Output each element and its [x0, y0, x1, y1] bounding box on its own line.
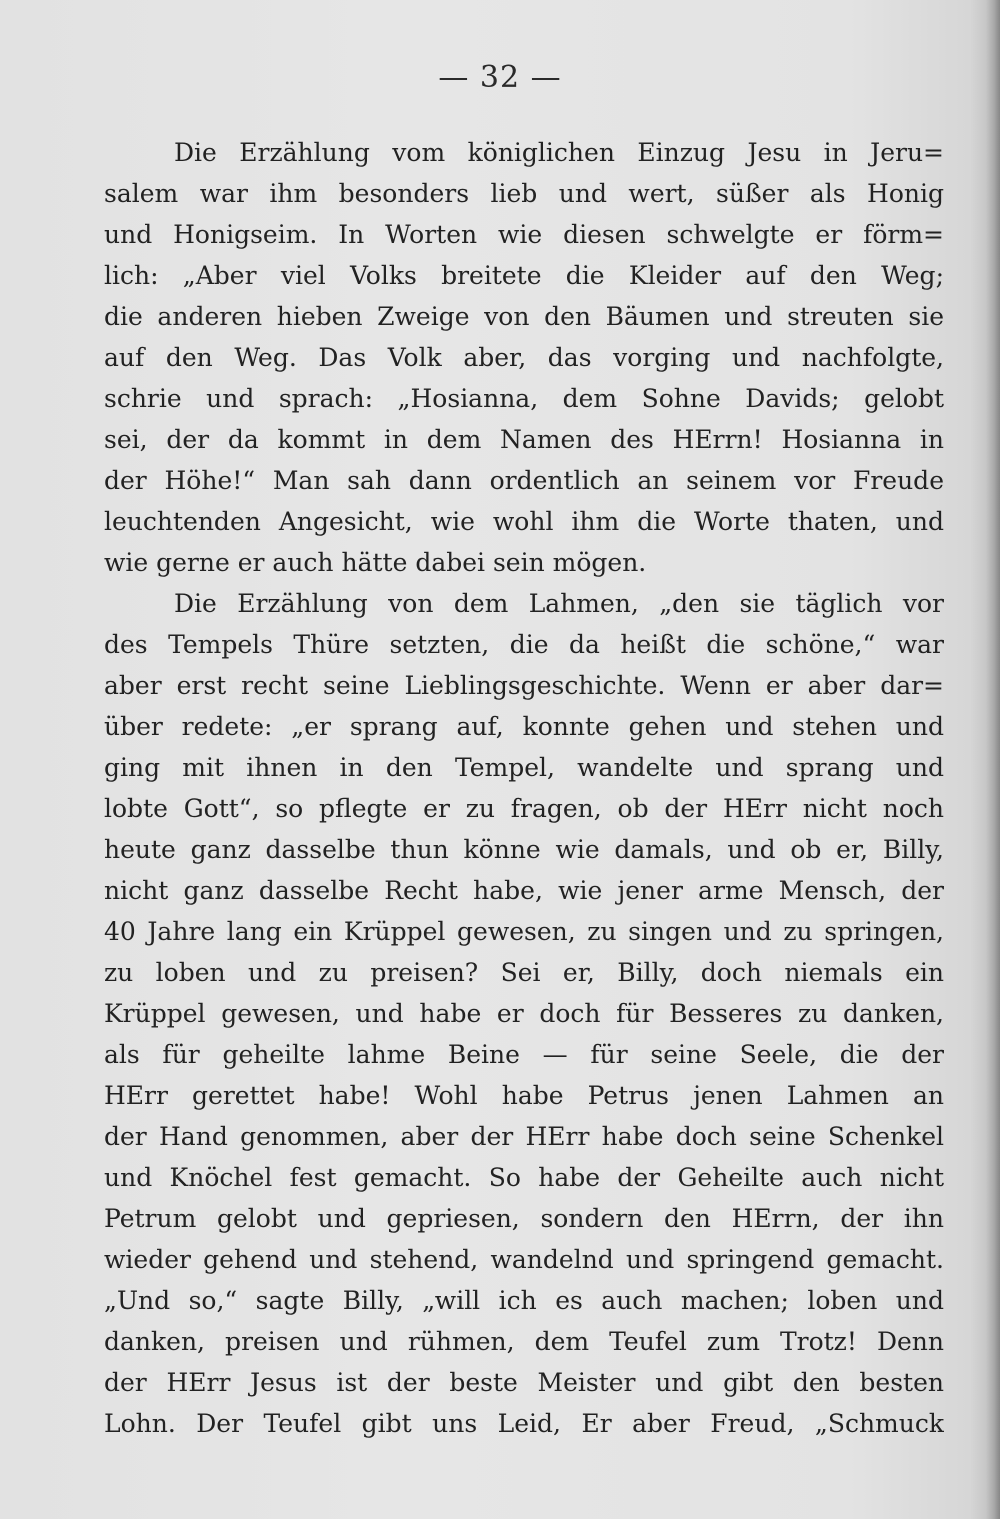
text-line: salem war ihm besonders lieb und wert, süßer als Honig — [104, 179, 944, 208]
text-line: lobte Gott“, so pflegte er zu fragen, ob der HErr nicht noch — [104, 794, 944, 823]
text-line: des Tempels Thüre setzten, die da heißt die schöne,“ war — [104, 630, 944, 659]
text-line: der Hand genommen, aber der HErr habe doch seine Schenkel — [104, 1122, 944, 1151]
text-line: und Honigseim. In Worten wie diesen schwelgte er förm= — [104, 220, 944, 249]
text-line: „Und so,“ sagte Billy, „will ich es auch machen; loben und — [104, 1286, 944, 1315]
text-line: Die Erzählung vom königlichen Einzug Jesu in Jeru= — [174, 138, 944, 167]
text-line: Lohn. Der Teufel gibt uns Leid, Er aber Freud, „Schmuck — [104, 1409, 944, 1438]
text-line: schrie und sprach: „Hosianna, dem Sohne Davids; gelobt — [104, 384, 944, 413]
text-line: aber erst recht seine Lieblingsgeschichte. Wenn er aber dar= — [104, 671, 944, 700]
text-line: 40 Jahre lang ein Krüppel gewesen, zu singen und zu springen, — [104, 917, 944, 946]
text-line: zu loben und zu preisen? Sei er, Billy, doch niemals ein — [104, 958, 944, 987]
text-line: HErr gerettet habe! Wohl habe Petrus jenen Lahmen an — [104, 1081, 944, 1110]
text-line: auf den Weg. Das Volk aber, das vorging und nachfolgte, — [104, 343, 944, 372]
text-line: die anderen hieben Zweige von den Bäumen und streuten sie — [104, 302, 944, 331]
text-line: ging mit ihnen in den Tempel, wandelte und sprang und — [104, 753, 944, 782]
text-line: und Knöchel fest gemacht. So habe der Geheilte auch nicht — [104, 1163, 944, 1192]
text-line: heute ganz dasselbe thun könne wie damals, und ob er, Billy, — [104, 835, 944, 864]
text-line: über redete: „er sprang auf, konnte gehen und stehen und — [104, 712, 944, 741]
text-line: lich: „Aber viel Volks breitete die Kleider auf den Weg; — [104, 261, 944, 290]
text-line: Krüppel gewesen, und habe er doch für Besseres zu danken, — [104, 999, 944, 1028]
page-edge-shadow — [986, 0, 1000, 1519]
text-line: wie gerne er auch hätte dabei sein mögen. — [104, 548, 647, 577]
text-line: wieder gehend und stehend, wandelnd und springend gemacht. — [104, 1245, 944, 1274]
text-line: danken, preisen und rühmen, dem Teufel zum Trotz! Denn — [104, 1327, 944, 1356]
text-line: leuchtenden Angesicht, wie wohl ihm die Worte thaten, und — [104, 507, 944, 536]
text-line: sei, der da kommt in dem Namen des HErrn! Hosianna in — [104, 425, 944, 454]
text-line: der HErr Jesus ist der beste Meister und gibt den besten — [104, 1368, 944, 1397]
page-number: — 32 — — [438, 60, 562, 95]
body-text — [104, 132, 944, 1444]
text-line: als für geheilte lahme Beine — für seine Seele, die der — [104, 1040, 944, 1069]
text-line: nicht ganz dasselbe Recht habe, wie jener arme Mensch, der — [104, 876, 944, 905]
text-line: Petrum gelobt und gepriesen, sondern den HErrn, der ihn — [104, 1204, 944, 1233]
text-line: der Höhe!“ Man sah dann ordentlich an seinem vor Freude — [104, 466, 944, 495]
text-line: Die Erzählung von dem Lahmen, „den sie täglich vor — [174, 589, 944, 618]
